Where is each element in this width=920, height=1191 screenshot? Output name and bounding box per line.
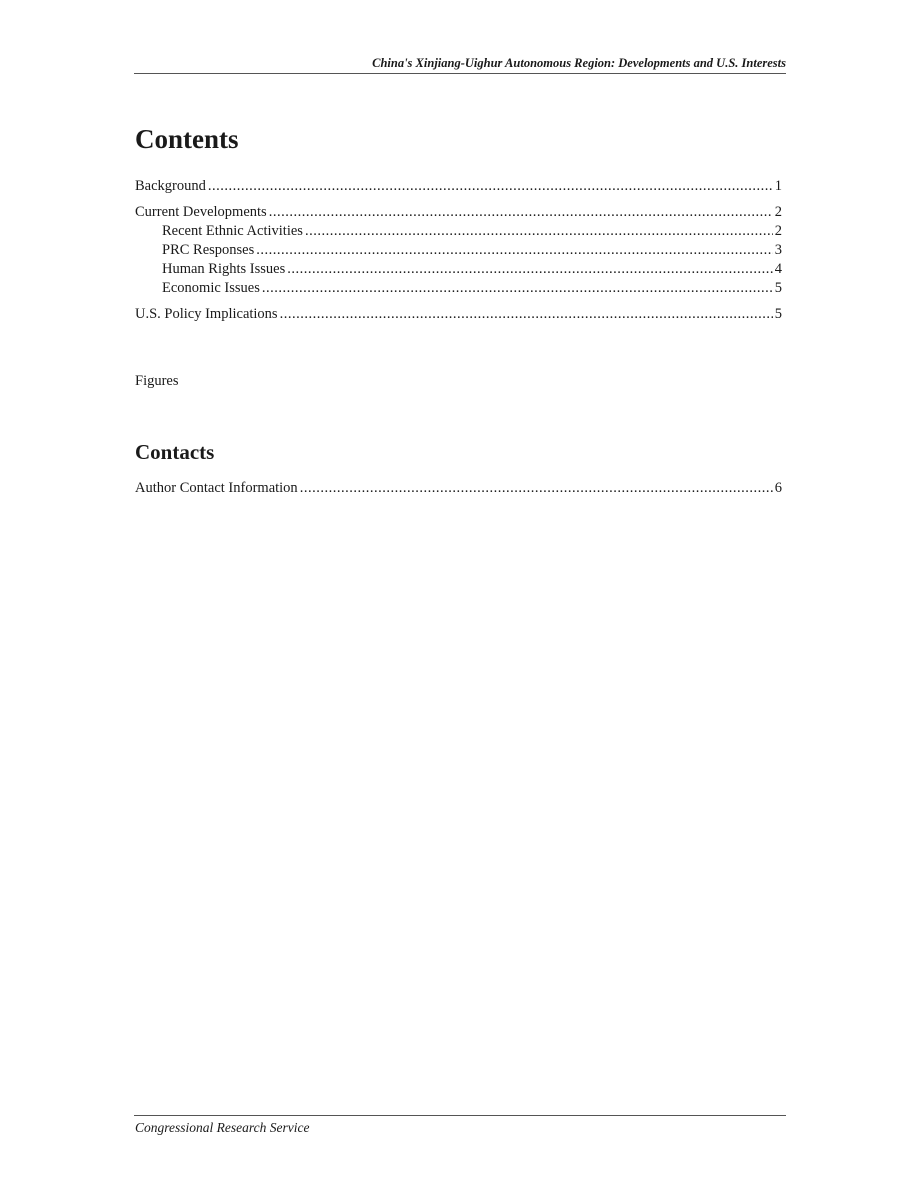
running-header: China's Xinjiang-Uighur Autonomous Region: Developments and U.S. Interests bbox=[134, 56, 786, 74]
toc-entry-label: Background bbox=[135, 178, 206, 194]
toc-entry-label: Economic Issues bbox=[162, 280, 260, 296]
dot-leader bbox=[300, 479, 773, 498]
figures-label: Figures bbox=[135, 373, 179, 389]
dot-leader bbox=[305, 222, 773, 241]
toc-entry-page: 2 bbox=[774, 223, 782, 239]
toc-entry-label: PRC Responses bbox=[162, 242, 255, 258]
toc-entry-economic-issues[interactable] bbox=[135, 279, 782, 298]
toc-entry-label: Recent Ethnic Activities bbox=[162, 223, 303, 239]
toc-entry-recent-ethnic-activities[interactable] bbox=[135, 222, 782, 241]
toc-group-current-developments bbox=[135, 203, 782, 298]
toc-group-background bbox=[135, 177, 782, 196]
toc-entry-page: 5 bbox=[774, 306, 782, 322]
toc-entry-page: 2 bbox=[774, 204, 782, 220]
contacts-heading: Contacts bbox=[135, 440, 215, 464]
dot-leader bbox=[256, 241, 772, 260]
dot-leader bbox=[269, 203, 773, 222]
toc-group-contacts bbox=[135, 479, 782, 498]
dot-leader bbox=[262, 279, 773, 298]
toc-entry-us-policy-implications[interactable] bbox=[135, 305, 782, 324]
toc-entry-author-contact-information[interactable] bbox=[135, 479, 782, 498]
contents-heading: Contents bbox=[135, 124, 239, 154]
toc-entry-current-developments[interactable] bbox=[135, 203, 782, 222]
toc-entry-label: Current Developments bbox=[135, 204, 267, 220]
toc-entry-page: 1 bbox=[774, 178, 782, 194]
toc-entry-page: 5 bbox=[774, 280, 782, 296]
toc-entry-human-rights-issues[interactable] bbox=[135, 260, 782, 279]
toc-entry-page: 3 bbox=[774, 242, 782, 258]
toc-entry-page: 4 bbox=[774, 261, 782, 277]
toc-entry-page: 6 bbox=[774, 480, 782, 496]
toc-group-policy bbox=[135, 305, 782, 324]
toc-entry-background[interactable] bbox=[135, 177, 782, 196]
dot-leader bbox=[280, 305, 773, 324]
toc-entry-label: U.S. Policy Implications bbox=[135, 306, 278, 322]
toc-entry-prc-responses[interactable] bbox=[135, 241, 782, 260]
footer-rule bbox=[134, 1115, 786, 1116]
dot-leader bbox=[287, 260, 773, 279]
footer-text: Congressional Research Service bbox=[135, 1120, 310, 1135]
dot-leader bbox=[208, 177, 773, 196]
toc-entry-label: Author Contact Information bbox=[135, 480, 298, 496]
toc-entry-label: Human Rights Issues bbox=[162, 261, 286, 277]
